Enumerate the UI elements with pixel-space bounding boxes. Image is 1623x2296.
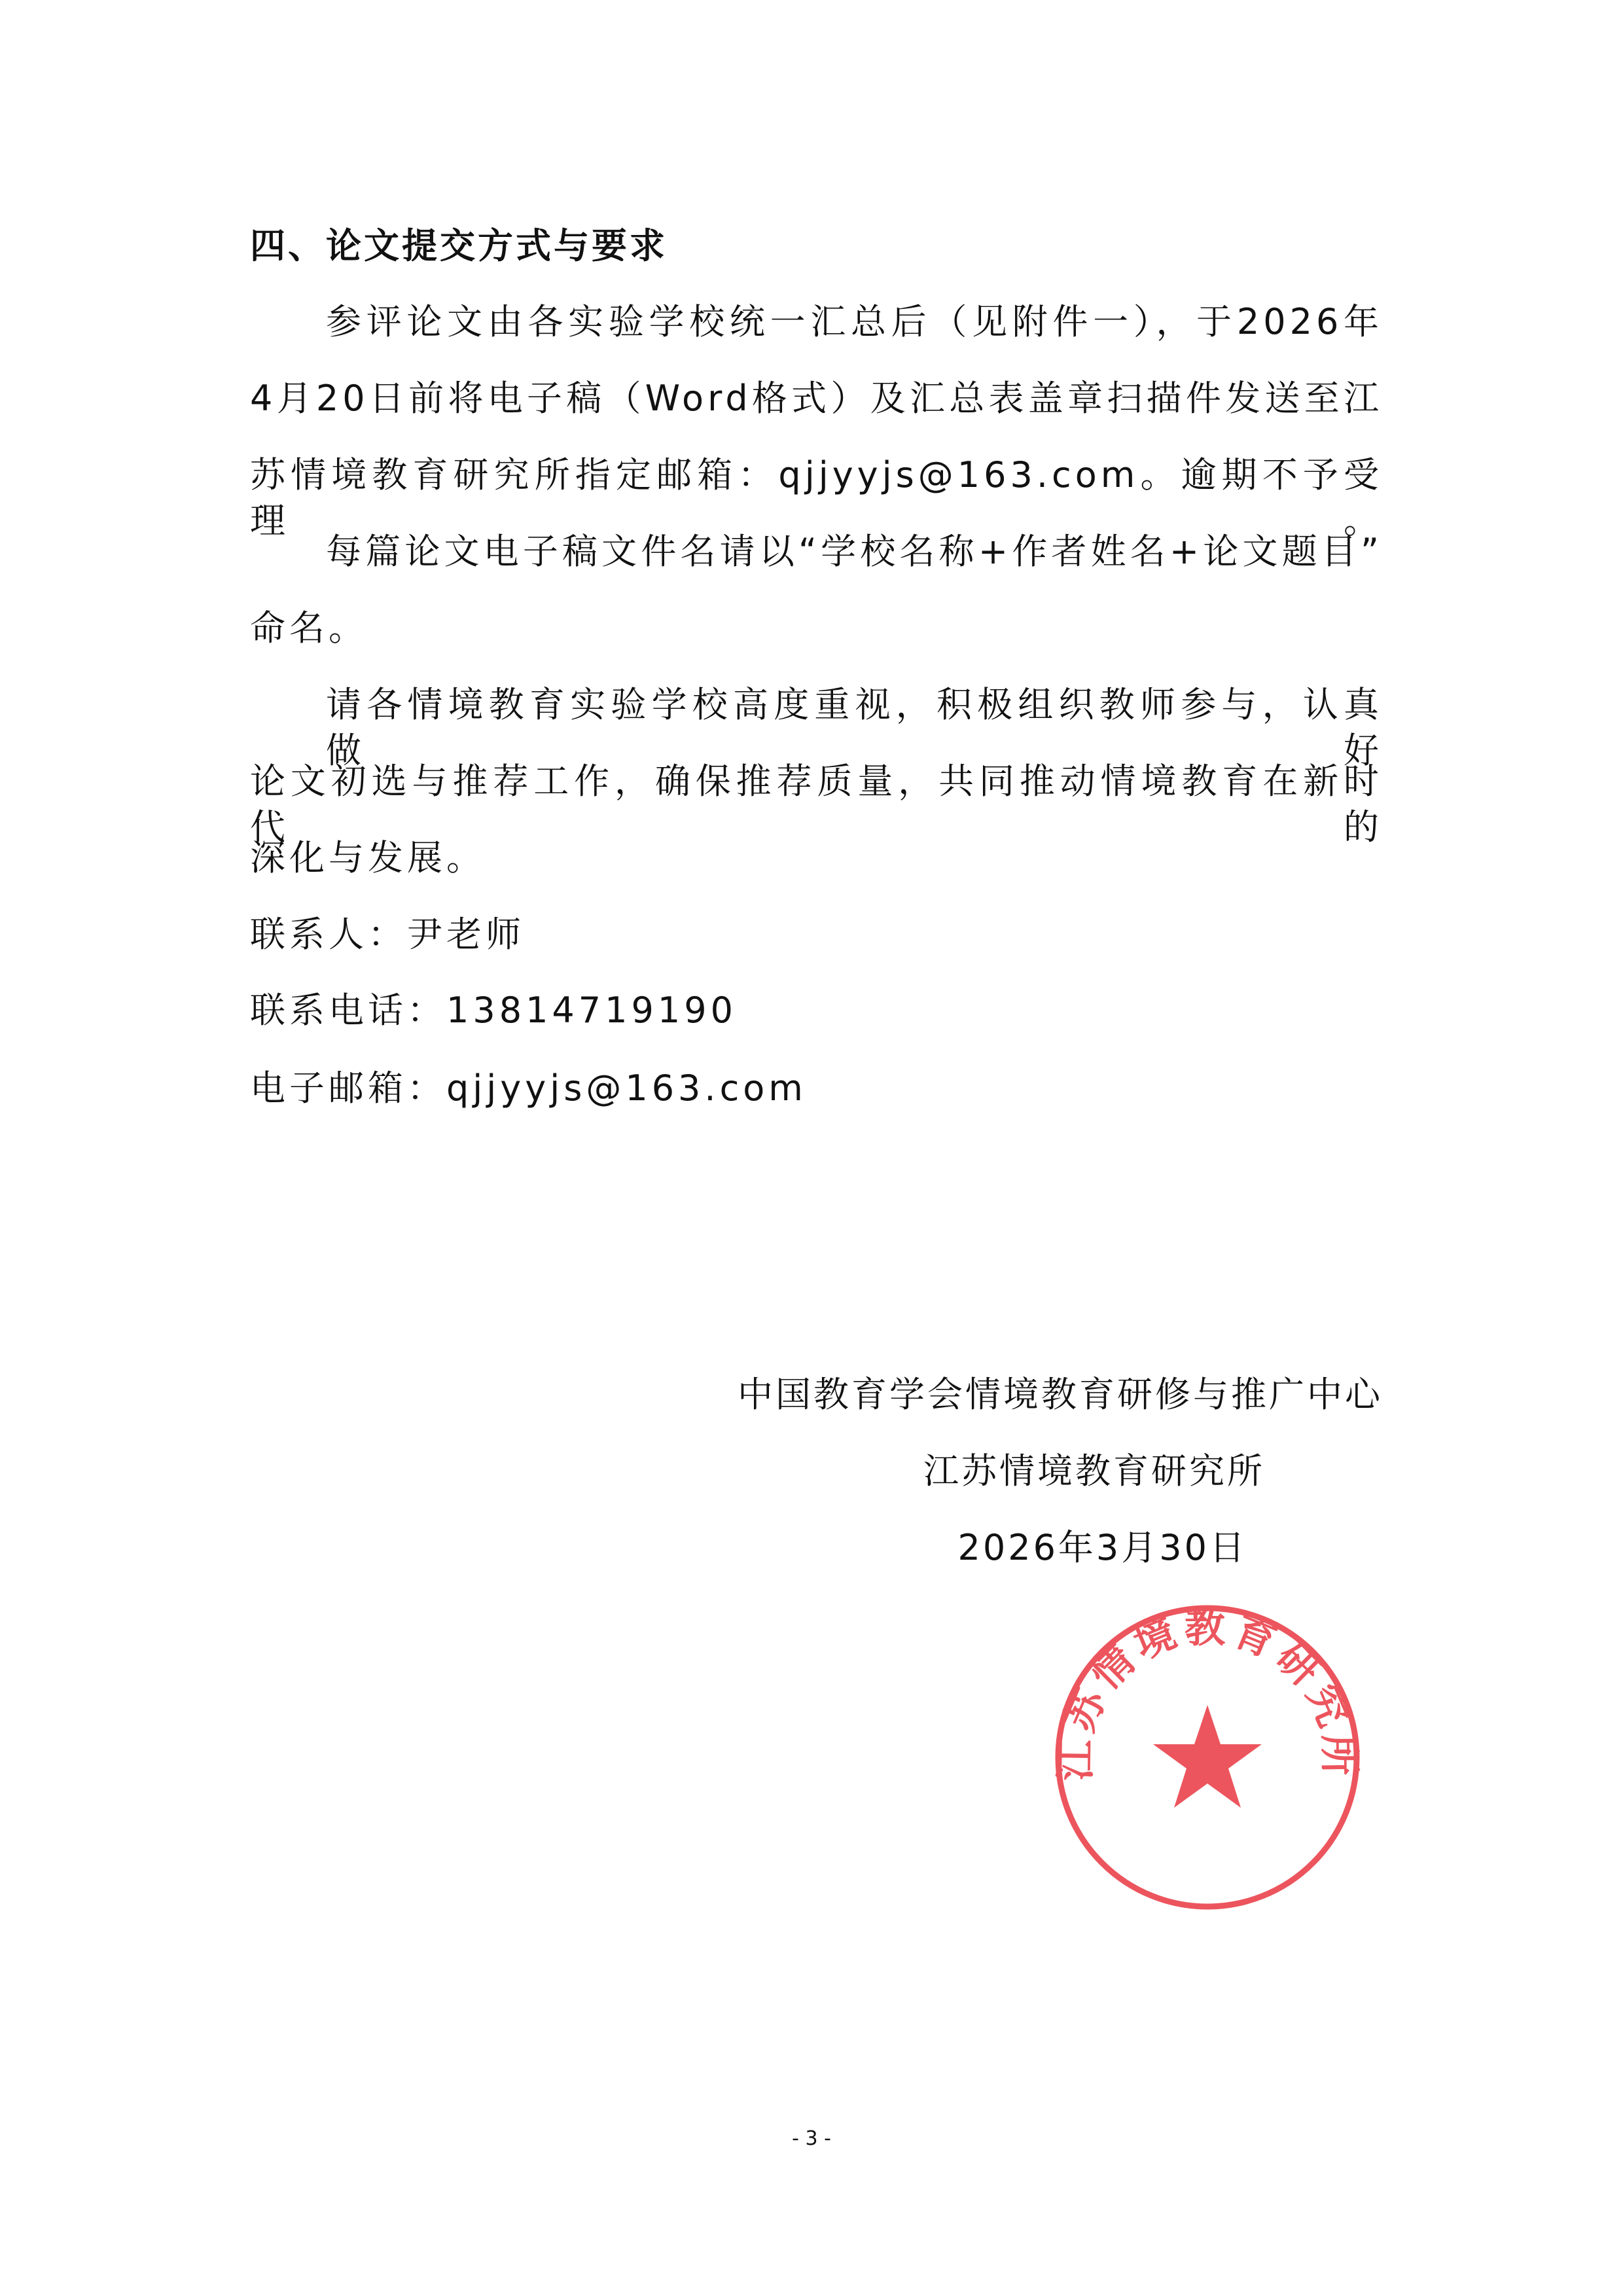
contact-phone: 联系电话：13814719190	[250, 990, 737, 1031]
seal-star-icon	[1153, 1705, 1262, 1808]
para2-line1: 每篇论文电子稿文件名请以“学校名称+作者姓名+论文题目”	[326, 531, 1383, 572]
seal-text-path: 江苏情境教育研究所	[1051, 1604, 1364, 1782]
para3-line2: 论文初选与推荐工作，确保推荐质量，共同推动情境教育在新时代的	[250, 761, 1383, 848]
para3-line3: 深化与发展。	[250, 837, 486, 878]
para3-line1: 请各情境教育实验学校高度重视，积极组织教师参与，认真做好	[326, 684, 1383, 771]
para2-line2: 命名。	[250, 607, 368, 649]
signature-org2: 江苏情境教育研究所	[923, 1450, 1265, 1492]
contact-person: 联系人：尹老师	[250, 914, 525, 955]
para1-line3: 苏情境教育研究所指定邮箱：qjjyyjs@163.com。逾期不予受理。	[250, 454, 1383, 541]
page-number: - 3 -	[792, 2127, 831, 2150]
contact-email: 电子邮箱：qjjyyjs@163.com	[250, 1067, 807, 1109]
signature-org1: 中国教育学会情境教育研修与推广中心	[738, 1374, 1383, 1415]
para1-line1: 参评论文由各实验学校统一汇总后（见附件一），于2026年	[326, 301, 1383, 342]
official-seal	[1047, 1597, 1368, 1918]
signature-date: 2026年3月30日	[957, 1527, 1247, 1568]
section-heading: 四、论文提交方式与要求	[250, 224, 668, 266]
para1-line2: 4月20日前将电子稿（Word格式）及汇总表盖章扫描件发送至江	[250, 378, 1383, 419]
